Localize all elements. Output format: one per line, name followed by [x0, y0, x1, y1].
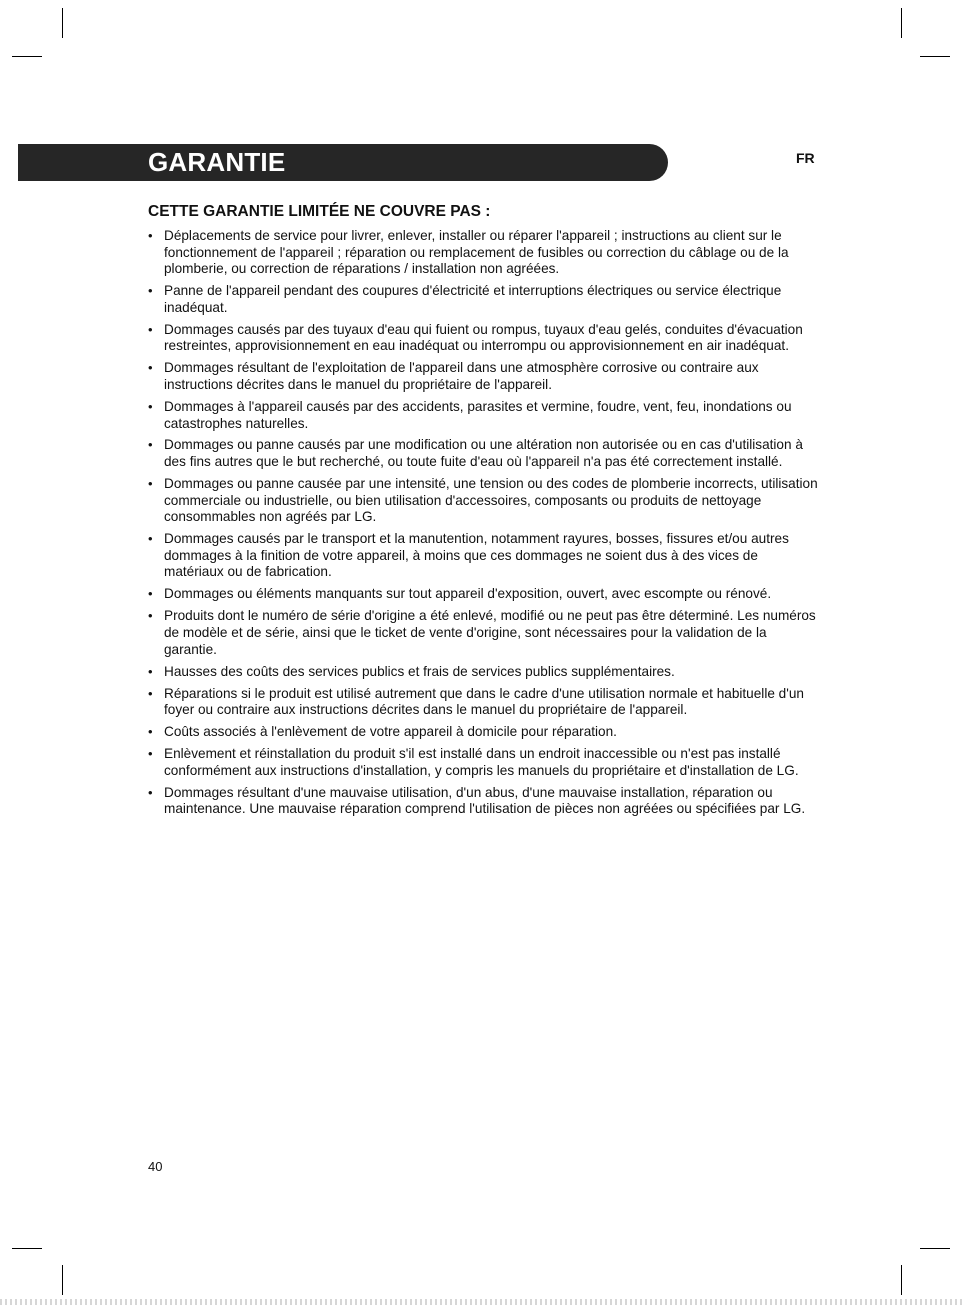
list-item-text: Dommages ou panne causés par une modification ou une altération non autorisée ou en cas d'utilisation à des fins autres que le but recherché, ou toute fuite d'eau où l'appareil n'a pas été correctement installé.	[164, 437, 803, 470]
crop-mark-bottom-right-vertical	[901, 1265, 902, 1295]
list-item-text: Dommages ou panne causée par une intensité, une tension ou des codes de plomberie incorrects, utilisation commerciale ou industrielle, ou bien utilisation d'accessoires, composants ou produits de nettoyage consommables non agréés par LG.	[164, 476, 818, 525]
page-number: 40	[148, 1159, 163, 1174]
list-item-text: Déplacements de service pour livrer, enlever, installer ou réparer l'appareil ; instructions au client sur le fonctionnement de l'appareil ; réparation ou remplacement de fusibles ou correction du câblage ou de la plomberie, ou correction de réparations / installation non agréées.	[164, 228, 789, 277]
list-item-text: Dommages à l'appareil causés par des accidents, parasites et vermine, foudre, vent, feu, inondations ou catastrophes naturelles.	[164, 398, 792, 431]
bullet-icon: •	[148, 784, 153, 800]
list-item-text: Dommages résultant d'une mauvaise utilisation, d'un abus, d'une mauvaise installation, réparation ou maintenance. Une mauvaise réparation comprend l'utilisation de pièces non agréées ou spécifiées par LG.	[164, 784, 806, 817]
bullet-icon: •	[148, 398, 153, 414]
crop-mark-bottom-left-horizontal	[12, 1248, 42, 1249]
bullet-icon: •	[148, 228, 153, 243]
language-code: FR	[796, 150, 815, 166]
crop-mark-top-right-vertical	[901, 8, 902, 38]
list-item-text: Produits dont le numéro de série d'origine a été enlevé, modifié ou ne peut pas être déterminé. Les numéros de modèle et de série, ainsi que le ticket de vente d'origine, sont nécessaires pour la validation de la garantie.	[164, 608, 816, 657]
page-title: GARANTIE	[148, 147, 286, 177]
bullet-icon: •	[148, 437, 153, 453]
list-item	[148, 283, 820, 316]
bullet-icon: •	[148, 360, 153, 376]
list-item	[148, 686, 820, 719]
list-item	[148, 724, 820, 741]
bullet-icon: •	[148, 685, 153, 701]
list-item	[148, 476, 820, 526]
list-item	[148, 437, 820, 470]
list-item-text: Panne de l'appareil pendant des coupures d'électricité et interruptions électriques ou service électrique inadéquat.	[164, 283, 782, 315]
exclusions-list	[148, 228, 820, 818]
crop-mark-top-right-horizontal	[920, 56, 950, 57]
list-item-text: Enlèvement et réinstallation du produit s'il est installé dans un endroit inaccessible ou n'est pas installé conformément aux instructions d'installation, y compris les manuels du propriétaire et d'installation de LG.	[164, 746, 799, 778]
list-item-text: Hausses des coûts des services publics et frais de services publics supplémentaires.	[164, 663, 675, 679]
list-item	[148, 746, 820, 779]
warranty-exclusions-section	[148, 202, 820, 823]
bullet-icon: •	[148, 746, 153, 762]
list-item	[148, 586, 820, 603]
bullet-icon: •	[148, 724, 153, 740]
list-item	[148, 531, 820, 581]
section-heading: CETTE GARANTIE LIMITÉE NE COUVRE PAS :	[148, 203, 491, 220]
crop-mark-bottom-left-vertical	[62, 1265, 63, 1295]
bullet-icon: •	[148, 531, 153, 547]
list-item-text: Coûts associés à l'enlèvement de votre appareil à domicile pour réparation.	[164, 724, 617, 740]
crop-mark-top-left-vertical	[62, 8, 63, 38]
bullet-icon: •	[148, 476, 153, 492]
list-item-text: Réparations si le produit est utilisé autrement que dans le cadre d'une utilisation normale et habituelle d'un foyer ou contraire aux instructions décrites dans le manuel du propriétaire de l'appareil.	[164, 685, 804, 718]
bullet-icon: •	[148, 663, 153, 679]
list-item-text: Dommages causés par des tuyaux d'eau qui fuient ou rompus, tuyaux d'eau gelés, conduites d'évacuation restreintes, approvisionnement en eau inadéquat ou interrompu ou approvisionnement en air inadéquat.	[164, 321, 803, 354]
list-item	[148, 360, 820, 393]
crop-mark-bottom-right-horizontal	[920, 1248, 950, 1249]
list-item-text: Dommages ou éléments manquants sur tout appareil d'exposition, ouvert, avec escompte ou rénové.	[164, 586, 772, 602]
list-item-text: Dommages résultant de l'exploitation de l'appareil dans une atmosphère corrosive ou contraire aux instructions décrites dans le manuel du propriétaire de l'appareil.	[164, 360, 759, 392]
list-item	[148, 322, 820, 355]
list-item-text: Dommages causés par le transport et la manutention, notamment rayures, bosses, fissures et/ou autres dommages à la finition de votre appareil, à moins que ces dommages ne soient dus à des vices de matériaux ou de fabrication.	[164, 531, 789, 580]
list-item	[148, 228, 820, 278]
list-item	[148, 608, 820, 658]
bullet-icon: •	[148, 608, 153, 624]
print-edge-strip	[0, 1299, 965, 1305]
bullet-icon: •	[148, 283, 153, 299]
list-item	[148, 785, 820, 818]
crop-mark-top-left-horizontal	[12, 56, 42, 57]
bullet-icon: •	[148, 321, 153, 337]
list-item	[148, 664, 820, 681]
header-bar	[18, 144, 668, 181]
list-item	[148, 399, 820, 432]
bullet-icon: •	[148, 586, 153, 602]
